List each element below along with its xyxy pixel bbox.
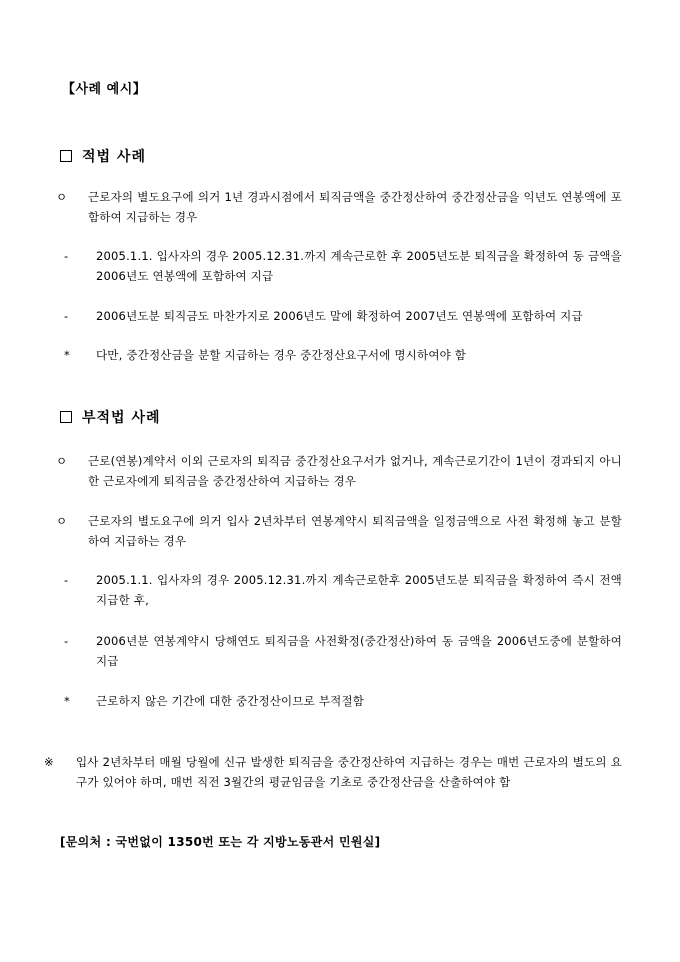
improper-item-2-text: 근로자의 별도요구에 의거 입사 2년차부터 연봉계약시 퇴직금액을 일정금액으로 사전 확정해 놓고 분할하여 지급하는 경우 <box>88 514 622 548</box>
checkbox-square-icon <box>60 150 72 162</box>
dash-bullet: - <box>64 309 69 323</box>
proper-cases-heading-text: 적법 사례 <box>82 149 146 165</box>
improper-item-1 <box>56 451 622 491</box>
improper-item-4 <box>64 631 622 671</box>
proper-item-1-text: 근로자의 별도요구에 의거 1년 경과시점에서 퇴직금액을 중간정산하여 중간정산금을 익년도 연봉액에 포함하여 지급하는 경우 <box>88 190 622 224</box>
improper-item-2 <box>56 511 622 551</box>
dash-bullet: - <box>64 249 69 263</box>
circle-bullet: ㅇ <box>56 190 68 204</box>
reference-mark-icon: ※ <box>44 755 54 769</box>
proper-item-3 <box>64 306 622 326</box>
improper-note <box>64 691 622 711</box>
dash-bullet: - <box>64 634 69 648</box>
asterisk-bullet: * <box>64 694 70 708</box>
proper-item-1 <box>56 187 622 227</box>
circle-bullet: ㅇ <box>56 454 68 468</box>
reference-note <box>44 752 622 792</box>
proper-item-3-text: 2006년도분 퇴직금도 마찬가지로 2006년도 말에 확정하여 2007년도 연봉액에 포함하여 지급 <box>96 309 583 323</box>
document-title: 【사례 예시】 <box>62 82 147 97</box>
improper-item-3-text: 2005.1.1. 입사자의 경우 2005.12.31.까지 계속근로한후 2005년도분 퇴직금을 확정하여 즉시 전액 지급한 후, <box>96 573 622 607</box>
proper-item-2-text: 2005.1.1. 입사자의 경우 2005.12.31.까지 계속근로한 후 2005년도분 퇴직금을 확정하여 동 금액을 2006년도 연봉액에 포함하여 지급 <box>96 249 622 283</box>
dash-bullet: - <box>64 573 69 587</box>
circle-bullet: ㅇ <box>56 514 68 528</box>
improper-item-1-text: 근로(연봉)계약서 이외 근로자의 퇴직금 중간정산요구서가 없거나, 계속근로기간이 1년이 경과되지 아니한 근로자에게 퇴직금을 중간정산하여 지급하는 경우 <box>88 454 622 488</box>
asterisk-bullet: * <box>64 348 70 362</box>
improper-cases-heading-text: 부적법 사례 <box>82 410 161 426</box>
proper-item-2 <box>64 246 622 286</box>
inquiry-footer: [문의처 : 국번없이 1350번 또는 각 지방노동관서 민원실] <box>60 835 381 849</box>
proper-note-text: 다만, 중간정산금을 분할 지급하는 경우 중간정산요구서에 명시하여야 함 <box>96 348 467 362</box>
improper-note-text: 근로하지 않은 기간에 대한 중간정산이므로 부적절함 <box>96 694 365 708</box>
checkbox-square-icon <box>60 411 72 423</box>
improper-item-3 <box>64 570 622 610</box>
reference-note-text: 입사 2년차부터 매월 당월에 신규 발생한 퇴직금을 중간정산하여 지급하는 경우는 매번 근로자의 별도의 요구가 있어야 하며, 매번 직전 3월간의 평균임금을 기초로 중간정산금을 산출하여야 함 <box>76 755 622 789</box>
proper-note <box>64 345 622 365</box>
improper-cases-heading <box>60 407 161 427</box>
improper-item-4-text: 2006년분 연봉계약시 당해연도 퇴직금을 사전확정(중간정산)하여 동 금액을 2006년도중에 분할하여 지급 <box>96 634 622 668</box>
proper-cases-heading <box>60 146 146 166</box>
